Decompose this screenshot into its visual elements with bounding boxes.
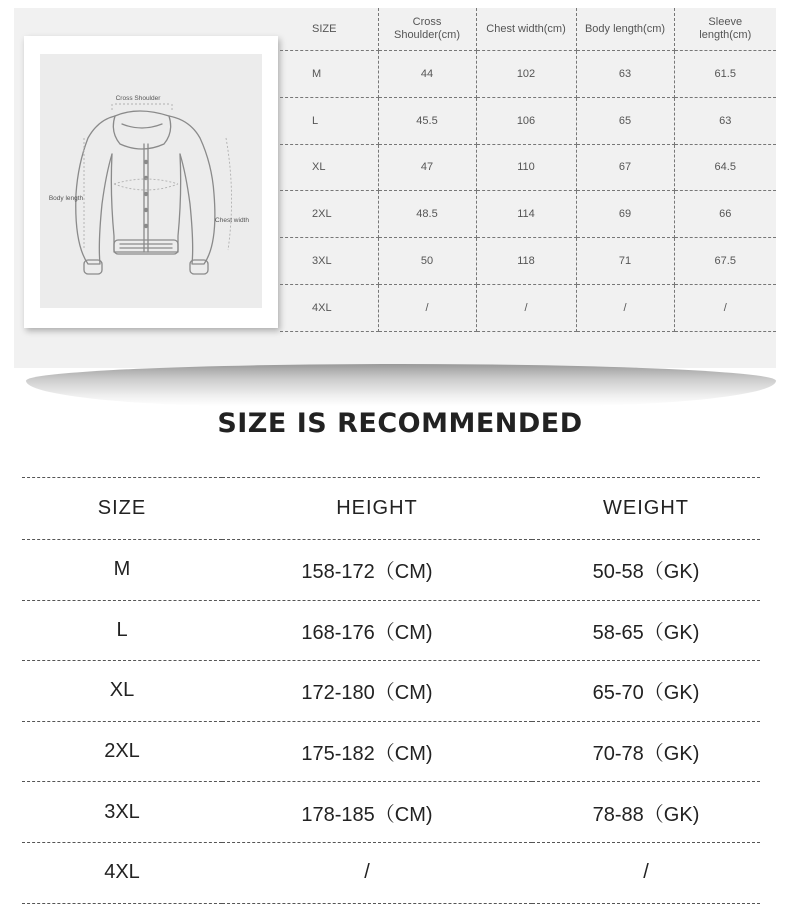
size-cell: M xyxy=(22,540,222,601)
chest-width-cell: 102 xyxy=(476,51,576,98)
header-size: SIZE xyxy=(280,8,378,51)
sleeve-length-cell: 64.5 xyxy=(674,144,776,191)
chest-width-cell: 114 xyxy=(476,191,576,238)
cross-shoulder-cell: 45.5 xyxy=(378,97,476,144)
sleeve-length-cell: 67.5 xyxy=(674,238,776,285)
weight-cell: 58-65（GK) xyxy=(532,600,760,661)
sleeve-length-cell: 66 xyxy=(674,191,776,238)
table-row xyxy=(22,661,760,722)
weight-cell: / xyxy=(532,842,760,903)
table-row xyxy=(22,842,760,903)
weight-cell: 70-78（GK) xyxy=(532,721,760,782)
header-body-length: Body length(cm) xyxy=(576,8,674,51)
table-row xyxy=(22,782,760,843)
height-cell: 172-180（CM) xyxy=(222,661,532,722)
size-cell: L xyxy=(22,600,222,661)
height-cell: 168-176（CM) xyxy=(222,600,532,661)
recommended-size-table xyxy=(22,477,760,904)
table-row xyxy=(22,721,760,782)
sleeve-length-cell: 61.5 xyxy=(674,51,776,98)
table-row xyxy=(280,284,776,331)
header-cross-shoulder: Cross Shoulder(cm) xyxy=(378,8,476,51)
chest-width-cell: 110 xyxy=(476,144,576,191)
body-length-label: Body length xyxy=(48,195,84,202)
jacket-diagram xyxy=(40,54,262,308)
header-sleeve-length: Sleeve length(cm) xyxy=(674,8,776,51)
size-cell: 4XL xyxy=(280,284,378,331)
body-length-cell: 65 xyxy=(576,97,674,144)
body-length-cell: 69 xyxy=(576,191,674,238)
cross-shoulder-cell: 44 xyxy=(378,51,476,98)
section-title: SIZE IS RECOMMENDED xyxy=(217,408,583,439)
size-cell: XL xyxy=(22,661,222,722)
body-length-cell: 63 xyxy=(576,51,674,98)
table-row xyxy=(280,51,776,98)
size-cell: 2XL xyxy=(280,191,378,238)
table-row xyxy=(280,97,776,144)
header-weight: WEIGHT xyxy=(532,478,760,540)
jacket-illustration xyxy=(40,54,262,308)
weight-cell: 65-70（GK) xyxy=(532,661,760,722)
chest-width-cell: / xyxy=(476,284,576,331)
table-row xyxy=(280,144,776,191)
weight-cell: 78-88（GK) xyxy=(532,782,760,843)
header-chest-width: Chest width(cm) xyxy=(476,8,576,51)
cross-shoulder-cell: 50 xyxy=(378,238,476,285)
table-row xyxy=(280,191,776,238)
body-length-cell: 67 xyxy=(576,144,674,191)
cross-shoulder-cell: / xyxy=(378,284,476,331)
header-height: HEIGHT xyxy=(222,478,532,540)
header-size: SIZE xyxy=(22,478,222,540)
measurement-table xyxy=(280,8,776,332)
size-cell: 2XL xyxy=(22,721,222,782)
weight-cell: 50-58（GK) xyxy=(532,540,760,601)
body-length-cell: / xyxy=(576,284,674,331)
chest-width-label: Chest width xyxy=(215,217,249,224)
height-cell: 175-182（CM) xyxy=(222,721,532,782)
size-cell: M xyxy=(280,51,378,98)
cross-shoulder-cell: 48.5 xyxy=(378,191,476,238)
table-row xyxy=(22,540,760,601)
table-row xyxy=(22,600,760,661)
decorative-shadow xyxy=(26,364,776,406)
chest-width-cell: 118 xyxy=(476,238,576,285)
jacket-diagram-card xyxy=(24,36,278,328)
size-cell: XL xyxy=(280,144,378,191)
measurement-header-row xyxy=(280,8,776,51)
body-length-cell: 71 xyxy=(576,238,674,285)
recommended-header-row xyxy=(22,478,760,540)
size-cell: L xyxy=(280,97,378,144)
sleeve-length-cell: / xyxy=(674,284,776,331)
height-cell: / xyxy=(222,842,532,903)
size-cell: 4XL xyxy=(22,842,222,903)
height-cell: 158-172（CM) xyxy=(222,540,532,601)
cross-shoulder-cell: 47 xyxy=(378,144,476,191)
cross-shoulder-label: Cross Shoulder xyxy=(115,95,161,102)
chest-width-cell: 106 xyxy=(476,97,576,144)
height-cell: 178-185（CM) xyxy=(222,782,532,843)
size-cell: 3XL xyxy=(280,238,378,285)
table-row xyxy=(280,238,776,285)
sleeve-length-cell: 63 xyxy=(674,97,776,144)
size-cell: 3XL xyxy=(22,782,222,843)
